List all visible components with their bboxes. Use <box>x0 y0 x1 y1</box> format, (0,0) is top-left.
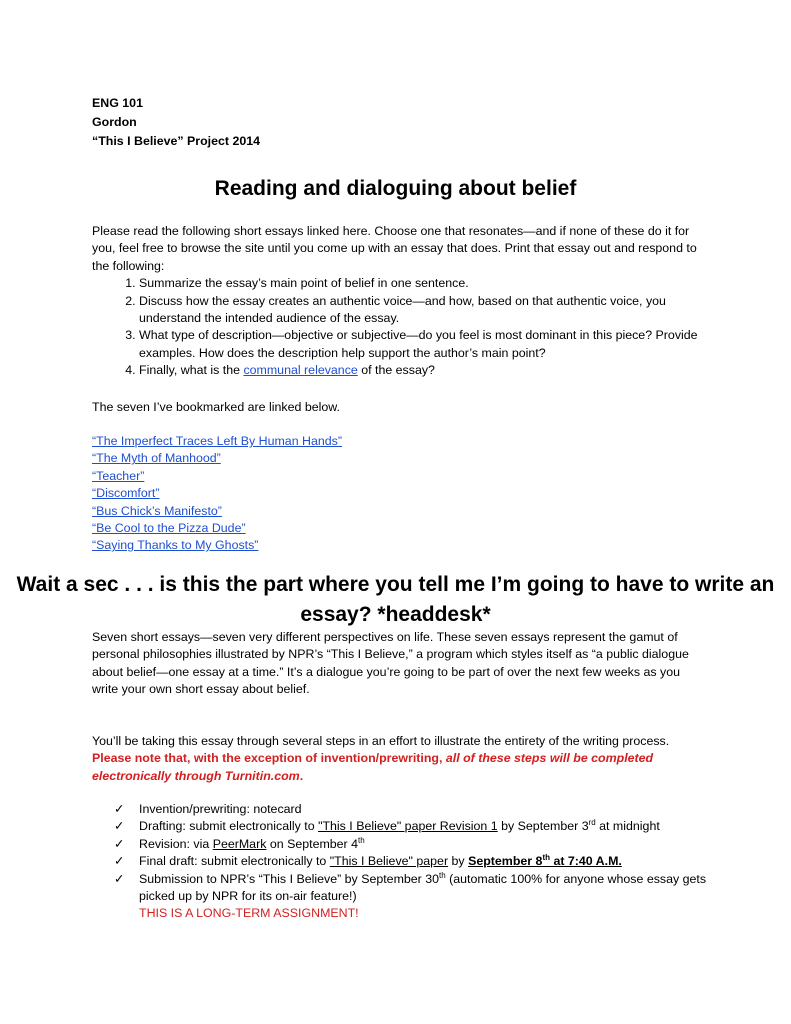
essay-link[interactable]: “Saying Thanks to My Ghosts” <box>92 538 259 553</box>
essay-link[interactable]: “The Myth of Manhood” <box>92 451 221 466</box>
essay-link[interactable]: “Be Cool to the Pizza Dude” <box>92 520 246 535</box>
checkmark-icon: ✓ <box>114 819 125 834</box>
intro-section <box>92 223 704 380</box>
checklist-item <box>114 871 734 923</box>
ordinal-suffix: rd <box>588 818 596 828</box>
essay-link[interactable]: “Teacher” <box>92 468 145 483</box>
section-title-reading: Reading and dialoguing about belief <box>214 177 577 200</box>
process-note-end: . <box>299 768 304 783</box>
question-item <box>139 327 704 362</box>
document-header <box>92 95 260 152</box>
question-item <box>139 293 704 328</box>
final-deadline: September 8th at 7:40 A.M. <box>468 853 622 869</box>
revision1-link[interactable]: "This I Believe" paper Revision 1 <box>318 819 498 834</box>
process-note-red-italic: all of these steps will be completed electronically through Turnitin.com <box>92 751 654 783</box>
step-text: at midnight <box>595 819 660 834</box>
essay-link[interactable]: “Bus Chick’s Manifesto” <box>92 503 222 518</box>
essay-link-list <box>92 433 704 555</box>
checkmark-icon: ✓ <box>114 854 125 869</box>
checklist-item <box>114 818 734 835</box>
question-text: Discuss how the essay creates an authentic voice—and how, based on that authentic voice, you understand the intended audience of the essay. <box>139 293 666 326</box>
step-text: on September 4 <box>266 836 359 851</box>
step-text: Submission to NPR’s “This I Believe” by September 30 <box>139 871 440 886</box>
essay-link[interactable]: “Discomfort” <box>92 486 160 501</box>
question-text: Finally, what is the <box>139 363 244 378</box>
instructor-name: Gordon <box>92 115 137 129</box>
checkmark-icon: ✓ <box>114 871 125 886</box>
step-text: (automatic 100% for anyone whose essay gets picked up by NPR for its on-air feature!) <box>139 871 707 904</box>
process-text: You’ll be taking this essay through several steps in an effort to illustrate the entirety of the writing process. <box>92 734 670 748</box>
peermark-link[interactable]: PeerMark <box>212 836 267 851</box>
project-name: “This I Believe” Project 2014 <box>92 134 261 148</box>
section-title-essay: Wait a sec . . . is this the part where you tell me I’m going to have to write an essay? *headdesk* <box>16 573 775 626</box>
communal-relevance-link[interactable]: communal relevance <box>243 363 358 378</box>
checklist-item <box>114 853 734 870</box>
question-text: of the essay? <box>357 363 435 378</box>
step-text: Drafting: submit electronically to <box>139 819 319 834</box>
checkmark-icon: ✓ <box>114 836 125 851</box>
essay-link[interactable]: “The Imperfect Traces Left By Human Hands” <box>92 434 342 448</box>
step-text: by September 3 <box>497 819 589 834</box>
question-text: Summarize the essay’s main point of belief in one sentence. <box>139 276 469 291</box>
ordinal-suffix: th <box>439 870 446 880</box>
final-paper-link[interactable]: "This I Believe" paper <box>329 854 449 869</box>
intro-paragraph: Please read the following short essays linked here. Choose one that resonates—and if none of these do it for you, feel free to browse the site until you come up with an essay that does. Print that essay out and respond to the following: <box>92 224 697 273</box>
question-item <box>139 275 704 292</box>
ordinal-suffix: th <box>358 835 365 845</box>
essays-overview-paragraph: Seven short essays—seven very different perspectives on life. These seven essays represent the gamut of personal philosophies illustrated by NPR’s “This I Believe,” a program which styles itself as “a public dialogue about belief—one essay at a time.” It’s a dialogue you’re going to be part of over the next few weeks as you write your own short essay about belief. <box>92 630 689 697</box>
course-code: ENG 101 <box>92 96 143 110</box>
process-paragraph <box>92 733 704 785</box>
checklist-item <box>114 801 734 818</box>
long-term-warning: THIS IS A LONG-TERM ASSIGNMENT! <box>139 906 359 921</box>
steps-checklist <box>114 801 734 923</box>
checkmark-icon: ✓ <box>114 802 125 816</box>
question-text: What type of description—objective or subjective—do you feel is most dominant in this piece? Provide examples. How does the description help support the author’s main point? <box>139 328 698 360</box>
step-text: Final draft: submit electronically to <box>139 854 330 869</box>
question-item <box>139 362 704 379</box>
step-text: Revision: via <box>139 836 213 851</box>
question-list <box>92 275 704 379</box>
bookmarked-note: The seven I’ve bookmarked are linked below. <box>92 400 340 414</box>
checklist-item <box>114 836 734 853</box>
step-text: by <box>448 854 469 869</box>
process-note-red: Please note that, with the exception of invention/prewriting, <box>92 751 446 766</box>
step-text: Invention/prewriting: notecard <box>139 802 302 816</box>
